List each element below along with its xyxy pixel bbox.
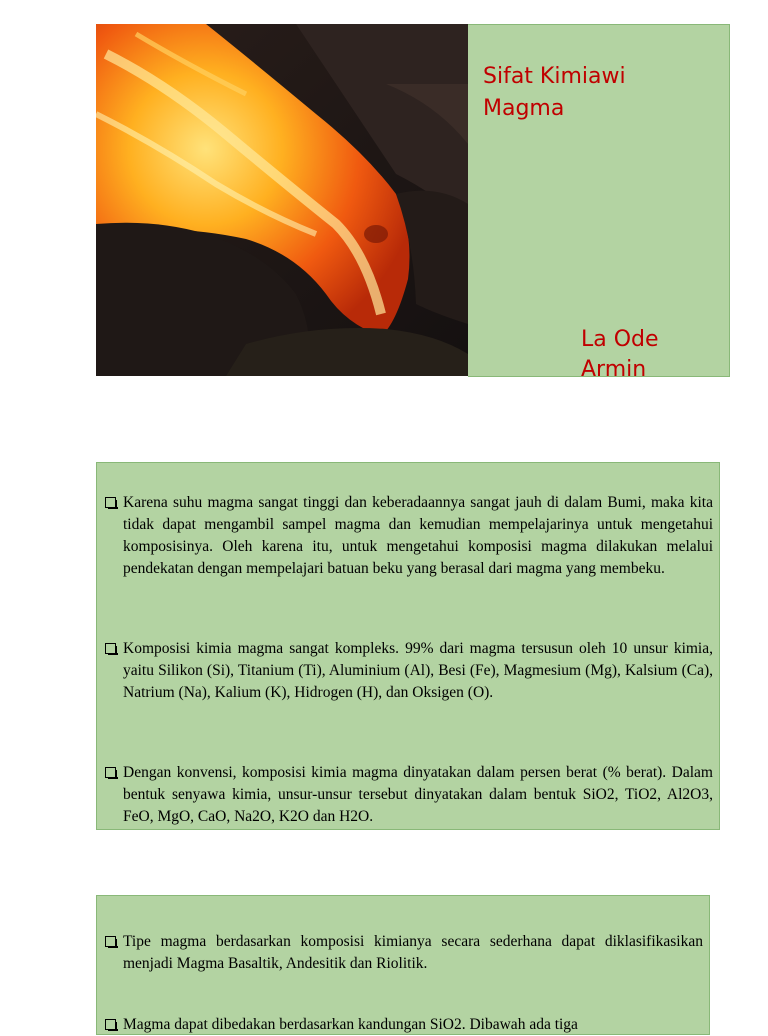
bullet-item [103,762,713,828]
lava-image [96,24,468,376]
magma-type-panel [96,895,710,1035]
bullet-text: Magma dapat dibedakan berdasarkan kandungan SiO2. Dibawah ada tiga [123,1016,578,1033]
checkbox-bullet-icon [105,643,116,654]
checkbox-bullet-icon [105,1019,116,1030]
slide-title: Sifat Kimiawi Magma [483,64,626,121]
bullet-text: Tipe magma berdasarkan komposisi kimianya secara sederhana dapat diklasifikasikan menjadi Magma Basaltik, Andesitik dan Riolitik. [123,933,703,972]
bullet-item [103,931,703,975]
checkbox-bullet-icon [105,936,116,947]
bullet-text: Karena suhu magma sangat tinggi dan keberadaannya sangat jauh di dalam Bumi, maka kita tidak dapat mengambil sampel magma dan kemudian mempelajarinya untuk mengetahui komposisinya. Oleh karena itu, untuk mengetahui komposisi magma dilakukan melalui pendekatan dengan mempelajari batuan beku yang berasal dari magma yang membeku. [123,494,713,577]
bullet-item [103,638,713,704]
bullet-text: Komposisi kimia magma sangat kompleks. 99% dari magma tersusun oleh 10 unsur kimia, yaitu Silikon (Si), Titanium (Ti), Aluminium (Al), Besi (Fe), Magmesium (Mg), Kalsium (Ca), Natrium (Na), Kalium (K), Hidrogen (H), dan Oksigen (O). [123,640,713,701]
checkbox-bullet-icon [105,767,116,778]
checkbox-bullet-icon [105,497,116,508]
bullet-item [103,492,713,580]
author-name: La Ode Armin [581,327,659,382]
cover-slide [96,24,730,382]
bullet-item [103,1014,703,1036]
bullet-text: Dengan konvensi, komposisi kimia magma dinyatakan dalam persen berat (% berat). Dalam bentuk senyawa kimia, unsur-unsur tersebut dinyatakan dalam bentuk SiO2, TiO2, Al2O3, FeO, MgO, CaO, Na2O, K2O dan H2O. [123,764,713,825]
composition-panel [96,462,720,830]
title-box [468,24,730,382]
